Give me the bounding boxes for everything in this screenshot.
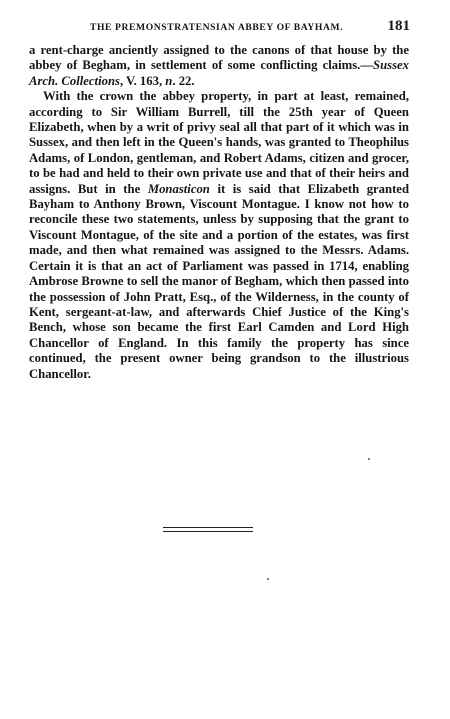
paragraph-2-text-start: With the crown the abbey property, in part at least, remained, according to Sir William Burrell, till the 25th year of Queen Elizabeth, when by a writ of privy seal all that part of it which was in Sussex, and then left in the Queen's hands, was granted to Theophilus Adams, of London, gentleman, and Robert Adams, citizen and grocer, to be had and held to their own private use and that of their heirs and assigns. But in the	[29, 89, 409, 196]
paragraph-2	[29, 89, 409, 382]
paper-speck	[267, 578, 269, 580]
running-head: THE PREMONSTRATENSIAN ABBEY OF BAYHAM.	[90, 22, 344, 33]
paragraph-1-text: a rent-charge anciently assigned to the canons of that house by the abbey of Begham, in settlement of some conflicting claims.—	[29, 43, 409, 73]
citation-note-number: . 22.	[172, 73, 195, 88]
citation-volume: , V. 163,	[119, 73, 166, 88]
body-text	[29, 43, 409, 382]
citation-title: Sussex Arch. Collections	[29, 58, 409, 88]
page-header	[30, 18, 410, 38]
end-rule-bottom	[163, 531, 253, 532]
end-rule-top	[163, 527, 253, 528]
paragraph-2-text-end: it is said that Elizabeth granted Bayham to Anthony Brown, Viscount Montague. I know not how to reconcile these two statements, unless by supposing that the grant to Viscount Montague, of the site and a portion of the estates, was first made, and then what remained was assigned to the Messrs. Adams. Certain it is that an act of Parliament was passed in 1714, enabling Ambrose Browne to sell the manor of Begham, which then passed into the possession of John Pratt, Esq., of the Wilderness, in the county of Kent, sergeant-at-law, and afterwards Chief Justice of the King's Bench, whose son became the first Earl Camden and Lord High Chancellor of England. In this family the property has since continued, the present owner being grandson to the illustrious Chancellor.	[29, 181, 409, 381]
monasticon-title: Monasticon	[147, 181, 210, 196]
page-number: 181	[387, 18, 410, 34]
paper-speck	[368, 458, 370, 460]
paragraph-1	[29, 43, 409, 89]
citation-note-marker: n	[165, 73, 173, 88]
